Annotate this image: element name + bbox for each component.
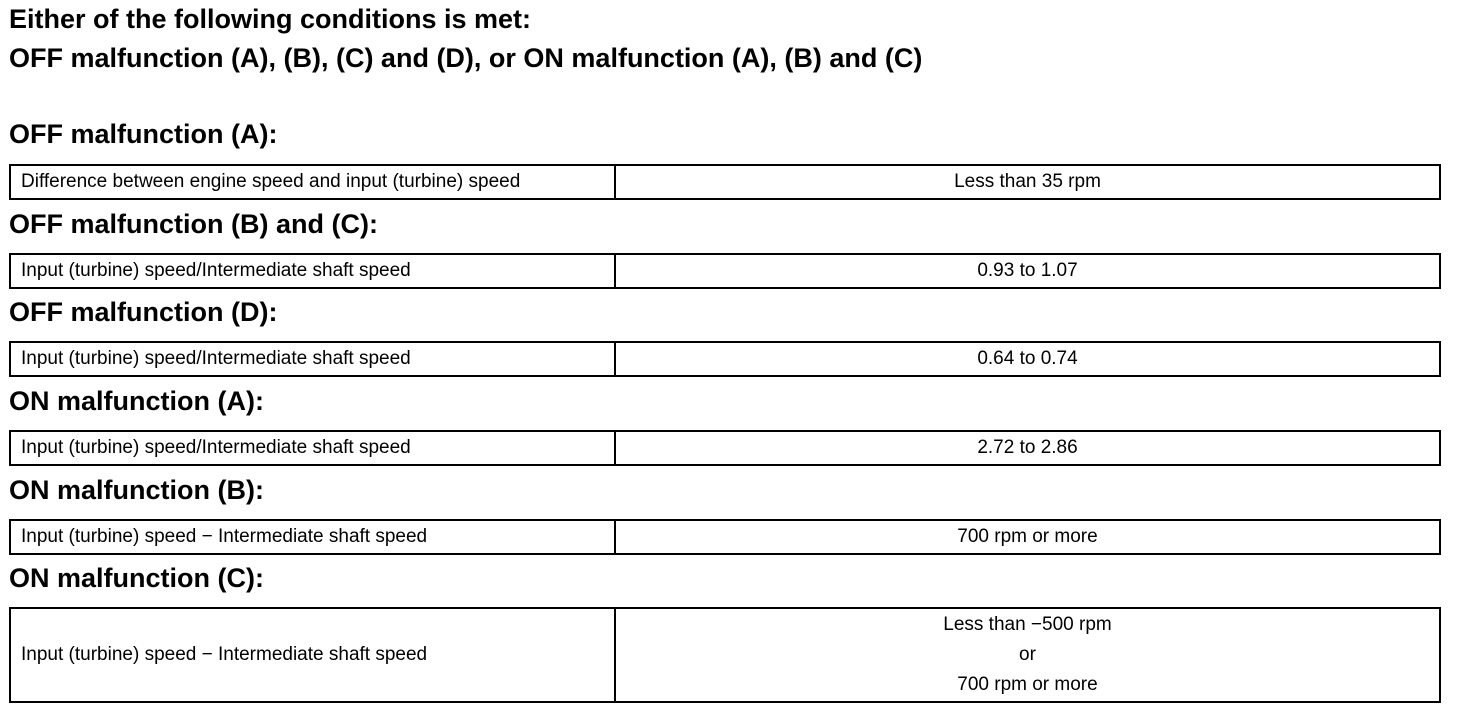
value-text: 2.72 to 2.86 (977, 437, 1078, 458)
section-heading-on-b: ON malfunction (B): (9, 475, 264, 505)
condition-table-on-a (9, 430, 1441, 466)
section-heading-off-b-c: OFF malfunction (B) and (C): (9, 209, 378, 239)
value-cell (615, 342, 1440, 376)
value-text-line-3: 700 rpm or more (957, 674, 1098, 695)
parameter-cell: Difference between engine speed and input (turbine) speed (10, 165, 615, 199)
parameter-cell: Input (turbine) speed − Intermediate shaft speed (10, 520, 615, 554)
condition-table-off-d (9, 341, 1441, 377)
value-text: 700 rpm or more (957, 526, 1098, 547)
table-row (10, 431, 1440, 465)
value-cell (615, 254, 1440, 288)
parameter-cell: Input (turbine) speed/Intermediate shaft speed (10, 254, 615, 288)
value-cell (615, 520, 1440, 554)
value-text: 0.64 to 0.74 (977, 348, 1078, 369)
value-cell (615, 608, 1440, 702)
parameter-cell: Input (turbine) speed/Intermediate shaft speed (10, 431, 615, 465)
table-row (10, 254, 1440, 288)
condition-table-on-b (9, 519, 1441, 555)
value-cell (615, 165, 1440, 199)
intro-line-1: Either of the following conditions is met: (9, 4, 531, 34)
condition-table-on-c (9, 607, 1441, 703)
section-heading-on-c: ON malfunction (C): (9, 563, 264, 593)
value-text: 0.93 to 1.07 (977, 260, 1078, 281)
table-row (10, 608, 1440, 702)
intro-block (9, 0, 922, 78)
section-heading-off-a: OFF malfunction (A): (9, 119, 278, 149)
value-text-line-2: or (1019, 644, 1036, 665)
intro-line-2: OFF malfunction (A), (B), (C) and (D), or ON malfunction (A), (B) and (C) (9, 43, 923, 73)
value-cell (615, 431, 1440, 465)
condition-table-off-a (9, 164, 1441, 200)
table-row (10, 342, 1440, 376)
table-row (10, 165, 1440, 199)
parameter-cell: Input (turbine) speed − Intermediate shaft speed (10, 608, 615, 702)
value-text: Less than 35 rpm (954, 171, 1101, 192)
section-heading-on-a: ON malfunction (A): (9, 386, 264, 416)
section-heading-off-d: OFF malfunction (D): (9, 297, 278, 327)
condition-table-off-b-c (9, 253, 1441, 289)
parameter-cell: Input (turbine) speed/Intermediate shaft speed (10, 342, 615, 376)
table-row (10, 520, 1440, 554)
value-text-line-1: Less than −500 rpm (943, 614, 1112, 635)
